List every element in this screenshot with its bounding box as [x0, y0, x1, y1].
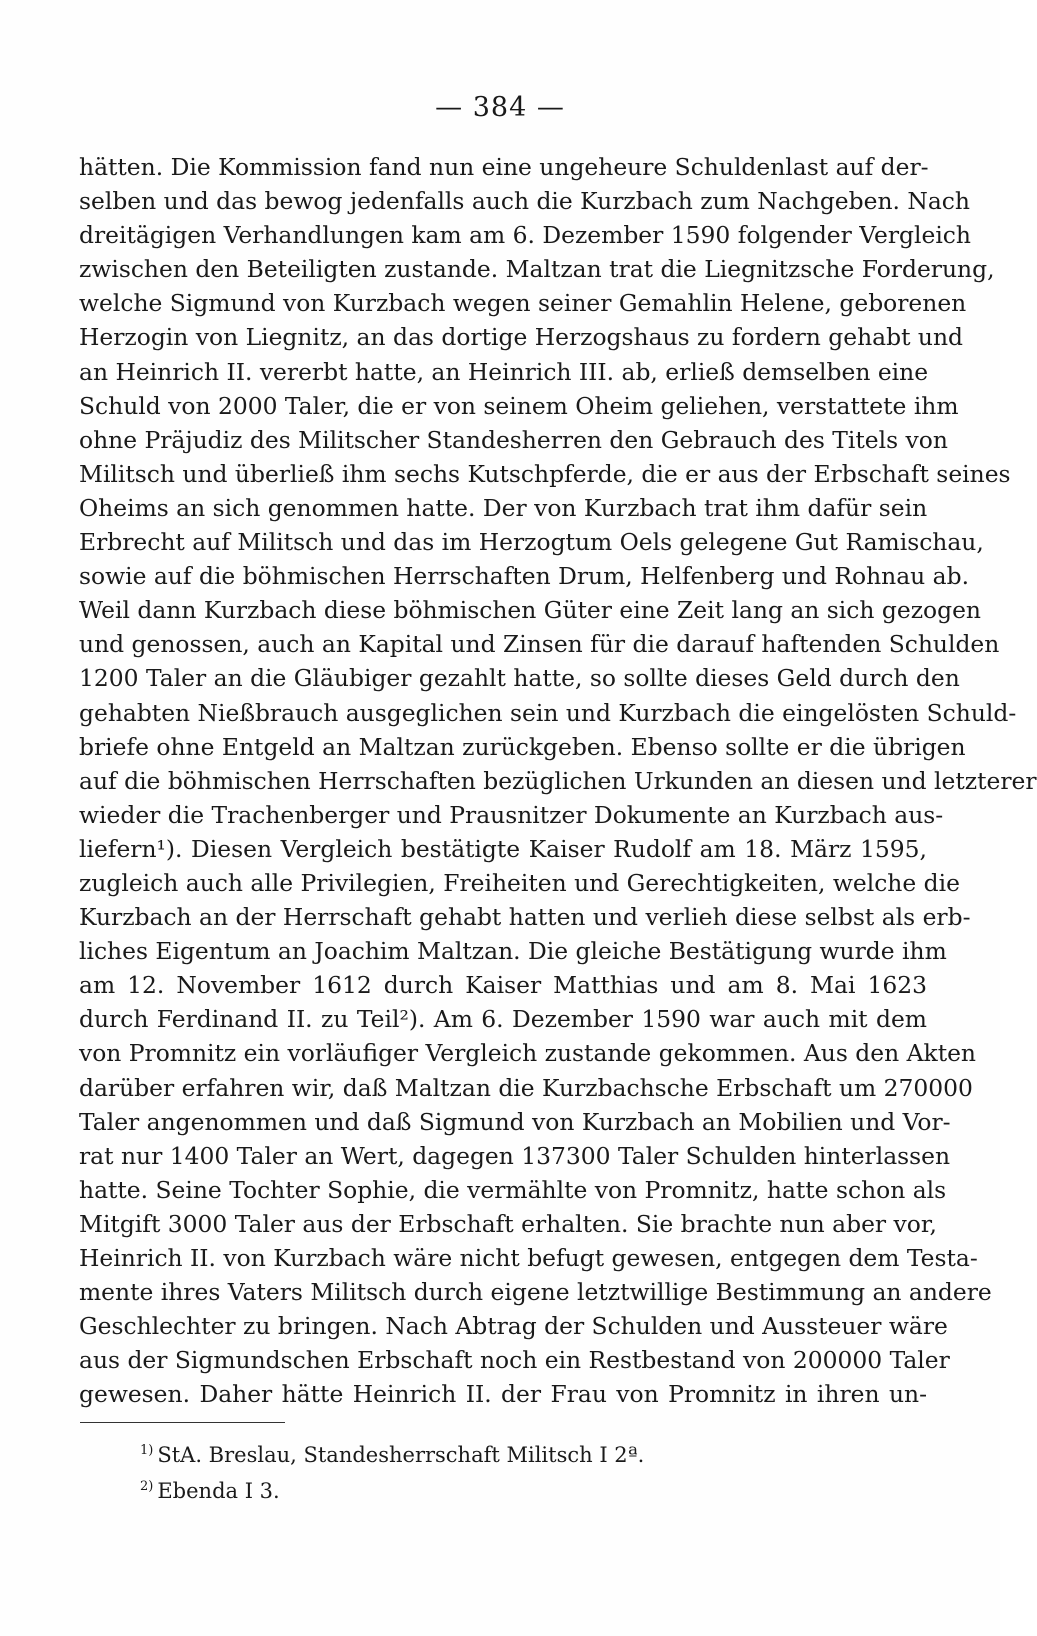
text-line: gehabten Nießbrauch ausgeglichen sein und Kurzbach die eingelösten Schuld- — [79, 698, 1017, 727]
footnote-text: Ebenda I 3. — [157, 1479, 280, 1503]
text-line: welche Sigmund von Kurzbach wegen seiner Gemahlin Helene, geborenen — [79, 289, 967, 318]
text-line: und genossen, auch an Kapital und Zinsen für die darauf haftenden Schulden — [79, 630, 1000, 659]
text-line: Weil dann Kurzbach diese böhmischen Güter eine Zeit lang an sich gezogen — [79, 596, 981, 625]
text-line: liefern¹). Diesen Vergleich bestätigte Kaiser Rudolf am 18. März 1595, — [79, 834, 927, 863]
footnote — [140, 1469, 840, 1505]
text-line: auf die böhmischen Herrschaften bezüglichen Urkunden an diesen und letzterer — [79, 766, 1037, 795]
text-line: Heinrich II. von Kurzbach wäre nicht befugt gewesen, entgegen dem Testa- — [79, 1244, 978, 1272]
text-line: durch Ferdinand II. zu Teil²). Am 6. Dezember 1590 war auch mit dem — [79, 1005, 927, 1034]
body-text — [79, 150, 1037, 1411]
text-line: ohne Präjudiz des Militscher Standesherren den Gebrauch des Titels von — [79, 425, 948, 454]
text-line: hatte. Seine Tochter Sophie, die vermählte von Promnitz, hatte schon als — [79, 1175, 947, 1204]
text-line: dreitägigen Verhandlungen kam am 6. Dezember 1590 folgender Vergleich — [79, 221, 971, 250]
text-line: Taler angenommen und daß Sigmund von Kurzbach an Mobilien und Vor- — [79, 1107, 951, 1136]
text-line: aus der Sigmundschen Erbschaft noch ein Restbestand von 200000 Taler — [79, 1346, 950, 1375]
text-line: selben und das bewog jedenfalls auch die Kurzbach zum Nachgeben. Nach — [79, 187, 970, 216]
text-line: liches Eigentum an Joachim Maltzan. Die gleiche Bestätigung wurde ihm — [79, 937, 947, 966]
text-line: rat nur 1400 Taler an Wert, dagegen 137300 Taler Schulden hinterlassen — [79, 1141, 951, 1170]
footnote-text: StA. Breslau, Standesherrschaft Militsch I 2ª. — [157, 1443, 645, 1467]
text-line: wieder die Trachenberger und Prausnitzer Dokumente an Kurzbach aus- — [79, 800, 944, 829]
footnotes — [140, 1433, 840, 1505]
page-number: — 384 — — [435, 92, 565, 123]
text-line: hätten. Die Kommission fand nun eine ungeheure Schuldenlast auf der- — [79, 153, 929, 181]
text-line: Mitgift 3000 Taler aus der Erbschaft erhalten. Sie brachte nun aber vor, — [79, 1209, 937, 1238]
footnote-divider — [80, 1422, 285, 1423]
text-line: zugleich auch alle Privilegien, Freiheiten und Gerechtigkeiten, welche die — [79, 868, 960, 897]
text-line: von Promnitz ein vorläufiger Vergleich zustande gekommen. Aus den Akten — [79, 1039, 976, 1068]
text-line: an Heinrich II. vererbt hatte, an Heinrich III. ab, erließ demselben eine — [79, 357, 929, 386]
text-line: Erbrecht auf Militsch und das im Herzogtum Oels gelegene Gut Ramischau, — [79, 528, 984, 557]
footnote-mark: 2) — [140, 1479, 154, 1494]
footnote — [140, 1433, 840, 1469]
text-line: Herzogin von Liegnitz, an das dortige Herzogshaus zu fordern gehabt und — [79, 323, 964, 352]
text-line: darüber erfahren wir, daß Maltzan die Kurzbachsche Erbschaft um 270000 — [79, 1073, 973, 1102]
footnote-mark: 1) — [140, 1443, 154, 1458]
text-line: gewesen. Daher hätte Heinrich II. der Frau von Promnitz in ihren un- — [79, 1380, 927, 1409]
text-line: Schuld von 2000 Taler, die er von seinem Oheim geliehen, verstattete ihm — [79, 391, 959, 420]
text-line: Oheims an sich genommen hatte. Der von Kurzbach trat ihm dafür sein — [79, 493, 928, 522]
text-line: sowie auf die böhmischen Herrschaften Drum, Helfenberg und Rohnau ab. — [79, 562, 970, 591]
text-line: briefe ohne Entgeld an Maltzan zurückgeben. Ebenso sollte er die übrigen — [79, 732, 966, 761]
text-line: am 12. November 1612 durch Kaiser Matthias und am 8. Mai 1623 — [79, 971, 927, 1000]
text-line: zwischen den Beteiligten zustande. Maltzan trat die Liegnitzsche Forderung, — [79, 255, 995, 284]
text-line: 1200 Taler an die Gläubiger gezahlt hatte, so sollte dieses Geld durch den — [79, 664, 960, 693]
text-line: Militsch und überließ ihm sechs Kutschpferde, die er aus der Erbschaft seines — [79, 459, 1011, 488]
text-line: mente ihres Vaters Militsch durch eigene letztwillige Bestimmung an andere — [79, 1278, 992, 1307]
text-line: Kurzbach an der Herrschaft gehabt hatten und verlieh diese selbst als erb- — [79, 903, 971, 932]
text-line: Geschlechter zu bringen. Nach Abtrag der Schulden und Aussteuer wäre — [79, 1312, 948, 1341]
